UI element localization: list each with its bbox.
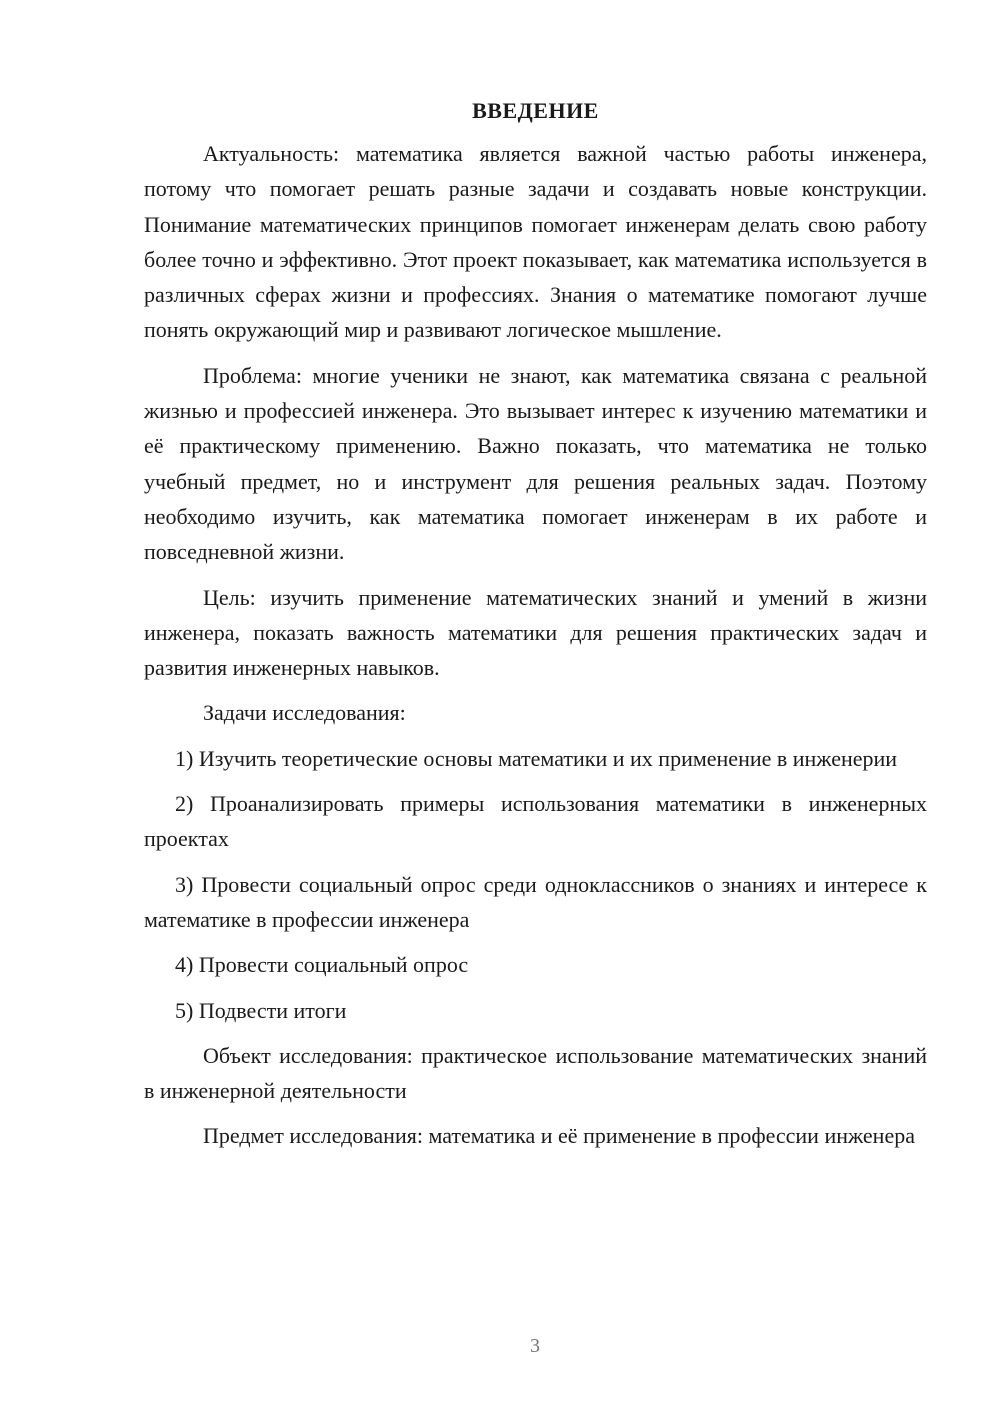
object-paragraph: Объект исследования: практическое использование математических знаний в инженерной деятельности bbox=[144, 1042, 927, 1104]
task-item: 3) Провести социальный опрос среди одноклассников о знаниях и интересе к математике в профессии инженера bbox=[144, 871, 927, 932]
problem-paragraph: Проблема: многие ученики не знают, как математика связана с реальной жизнью и профессией инженера. Это вызывает интерес к изучению математики и её практическому применению. Важно показать, что математика не только учебный предмет, но и инструмент для решения реальных задач. Поэтому необходимо изучить, как математика помогает инженерам в их работе и повседневной жизни. bbox=[144, 362, 927, 565]
page-title: ВВЕДЕНИЕ bbox=[472, 98, 599, 123]
tasks-list bbox=[144, 741, 927, 1028]
task-item: 5) Подвести итоги bbox=[175, 997, 347, 1023]
task-item: 2) Проанализировать примеры использования математики в инженерных проектах bbox=[144, 791, 927, 852]
task-item: 4) Провести социальный опрос bbox=[175, 952, 469, 978]
task-item: 1) Изучить теоретические основы математики и их применение в инженерии bbox=[175, 745, 898, 771]
goal-paragraph: Цель: изучить применение математических знаний и умений в жизни инженера, показать важность математики для решения практических задач и развития инженерных навыков. bbox=[144, 584, 927, 681]
document-body bbox=[144, 96, 927, 1164]
subject-paragraph: Предмет исследования: математика и её применение в профессии инженера bbox=[203, 1123, 915, 1149]
page-number: 3 bbox=[530, 1335, 540, 1357]
relevance-paragraph: Актуальность: математика является важной частью работы инженера, потому что помогает решать разные задачи и создавать новые конструкции. Понимание математических принципов помогает инженерам делать свою работу более точно и эффективно. Этот проект показывает, как математика используется в различных сферах жизни и профессиях. Знания о математике помогают лучше понять окружающий мир и развивают логическое мышление. bbox=[144, 141, 927, 343]
tasks-heading: Задачи исследования: bbox=[203, 700, 406, 726]
